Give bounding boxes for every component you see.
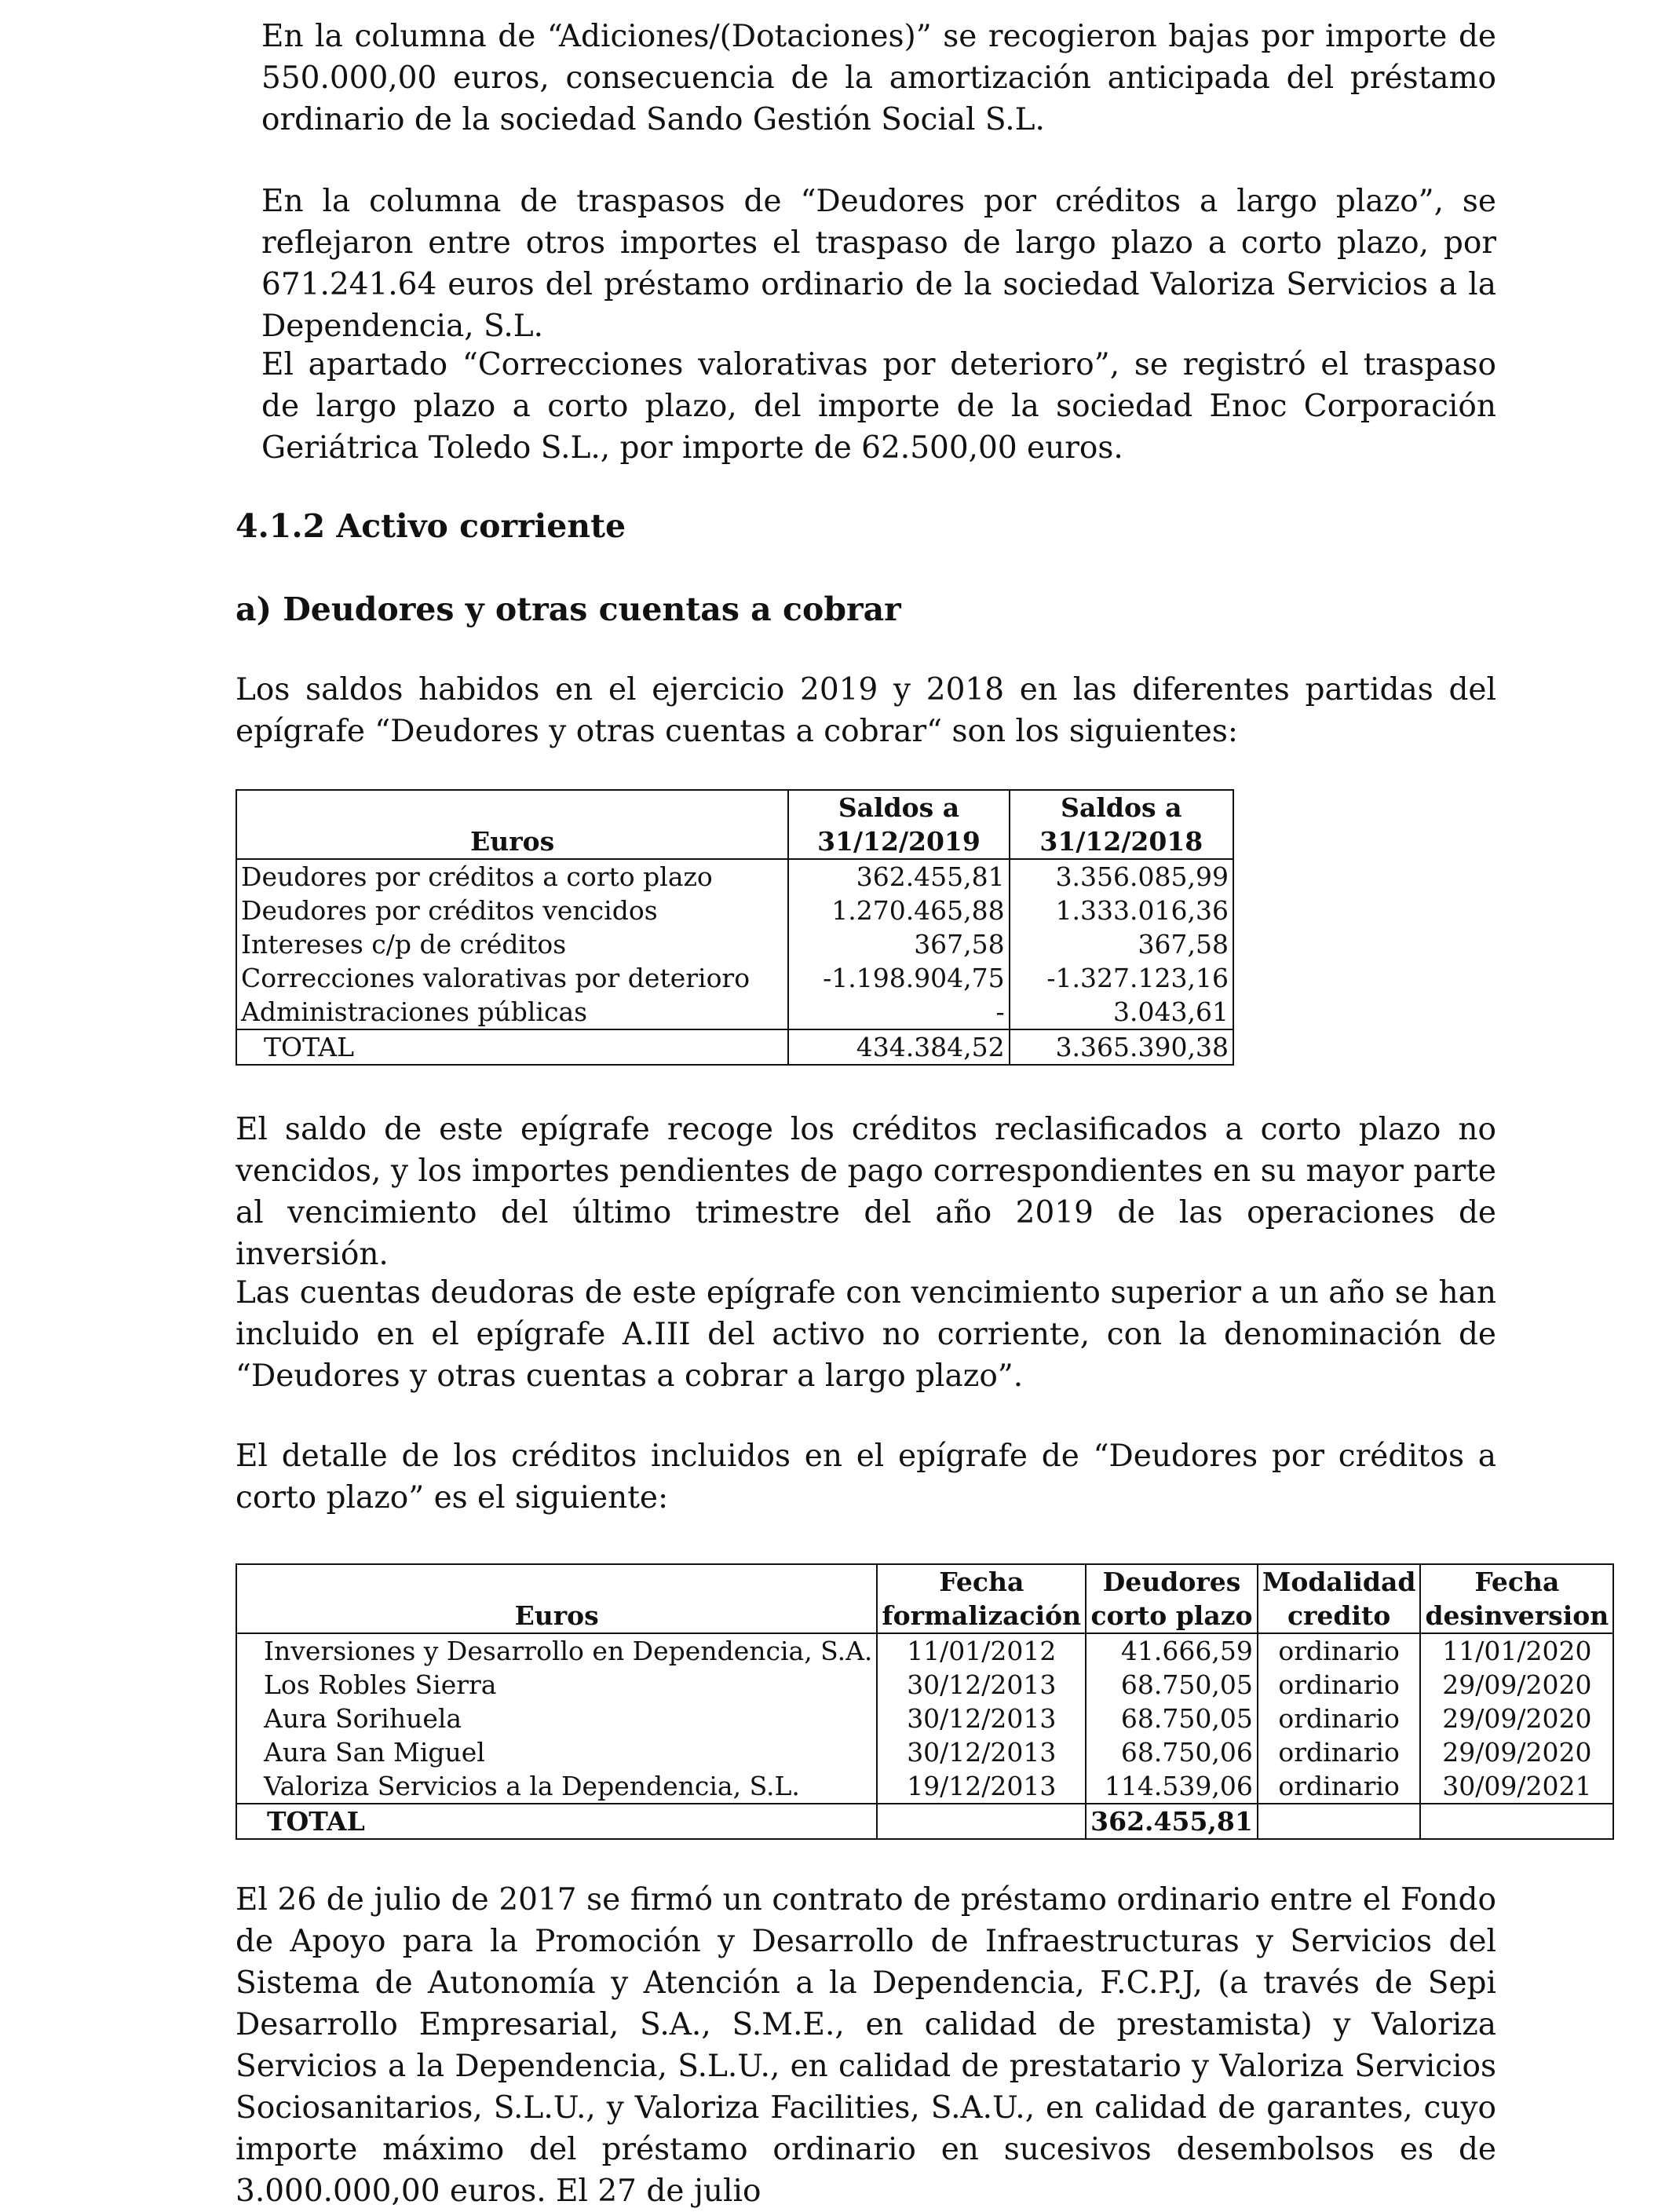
header-desinversion-line2: desinversion [1420,1599,1613,1633]
cell-fecha: 30/12/2013 [877,1668,1086,1702]
cell-modalidad: ordinario [1258,1633,1421,1668]
paragraph-saldo-epigrafe: El saldo de este epígrafe recoge los créditos reclasificados a corto plazo no vencidos, y los importes pendientes de pago correspondientes en su mayor parte al vencimiento del último trimestre del año 2019 de las operaciones de inversión. [236,1112,1496,1272]
row-label: Los Robles Sierra [264,1669,497,1700]
row-label: Aura Sorihuela [264,1703,462,1734]
cell-deudores: 114.539,06 [1086,1769,1258,1804]
table-row [236,894,1233,927]
cell-deudores: 68.750,06 [1086,1735,1258,1769]
row-label: Deudores por créditos vencidos [241,895,658,926]
header-fecha-line1: Fecha [877,1564,1086,1599]
row-label: Deudores por créditos a corto plazo [241,861,713,892]
paragraph-cuentas-deudoras: Las cuentas deudoras de este epígrafe con vencimiento superior a un año se han incluido en el epígrafe A.III del activo no corriente, con la denominación de “Deudores y otras cuentas a cobrar a largo plazo”. [236,1275,1496,1394]
header-deudores-line1: Deudores [1086,1564,1258,1599]
cell-2018: 3.356.085,99 [1010,859,1233,894]
cell-2018: 1.333.016,36 [1010,894,1233,927]
creditos-detalle-table [236,1563,1614,1840]
row-label: Valoriza Servicios a la Dependencia, S.L. [264,1771,800,1801]
header-saldos-2019-line1: Saldos a [788,790,1009,824]
row-label: Correcciones valorativas por deterioro [241,963,751,993]
cell-desinversion: 29/09/2020 [1420,1702,1613,1735]
cell-desinversion: 29/09/2020 [1420,1668,1613,1702]
cell-2019: -1.198.904,75 [788,961,1009,995]
header-euros: Euros [236,1599,877,1633]
row-label: Administraciones públicas [241,996,588,1027]
row-label: Inversiones y Desarrollo en Dependencia, S.A. [264,1636,873,1666]
cell-fecha: 11/01/2012 [877,1633,1086,1668]
header-fecha-line2: formalización [877,1599,1086,1633]
cell-fecha: 19/12/2013 [877,1769,1086,1804]
table-row [236,1769,1613,1804]
cell-modalidad: ordinario [1258,1769,1421,1804]
table-row [236,859,1233,894]
paragraph-traspasos: En la columna de traspasos de “Deudores por créditos a largo plazo”, se reflejaron entre otros importes el traspaso de largo plazo a corto plazo, por 671.241.64 euros del préstamo ordinario de la sociedad Valoriza Servicios a la Dependencia, S.L. [261,184,1496,344]
cell-deudores: 41.666,59 [1086,1633,1258,1668]
cell-2019: 1.270.465,88 [788,894,1009,927]
total-2018: 3.365.390,38 [1010,1029,1233,1065]
total-2019: 434.384,52 [788,1029,1009,1065]
section-heading-activo-corriente: 4.1.2 Activo corriente [236,507,626,545]
cell-2019: - [788,995,1009,1029]
table-row [236,1668,1613,1702]
header-modalidad-line2: credito [1258,1599,1421,1633]
header-modalidad-line1: Modalidad [1258,1564,1421,1599]
cell-2018: 3.043,61 [1010,995,1233,1029]
cell-modalidad: ordinario [1258,1668,1421,1702]
cell-2018: -1.327.123,16 [1010,961,1233,995]
paragraph-adiciones: En la columna de “Adiciones/(Dotaciones)” se recogieron bajas por importe de 550.000,00 euros, consecuencia de la amortización anticipada del préstamo ordinario de la sociedad Sando Gestión Social S.L. [261,19,1496,137]
header-saldos-2019-line2: 31/12/2019 [788,824,1009,859]
paragraph-correcciones: El apartado “Correcciones valorativas por deterioro”, se registró el traspaso de largo plazo a corto plazo, del importe de la sociedad Enoc Corporación Geriátrica Toledo S.L., por importe de 62.500,00 euros. [261,347,1496,466]
table-header-row [236,790,1233,824]
table-total-row [236,1804,1613,1839]
header-saldos-2018-line1: Saldos a [1010,790,1233,824]
subsection-heading-deudores: a) Deudores y otras cuentas a cobrar [236,590,901,628]
table-row [236,995,1233,1029]
table-row [236,1735,1613,1769]
paragraph-saldos-intro: Los saldos habidos en el ejercicio 2019 y 2018 en las diferentes partidas del epígrafe “Deudores y otras cuentas a cobrar“ son los siguientes: [236,672,1496,749]
table-total-row [236,1029,1233,1065]
row-label: Aura San Miguel [264,1737,485,1768]
cell-fecha: 30/12/2013 [877,1735,1086,1769]
cell-deudores: 68.750,05 [1086,1702,1258,1735]
cell-deudores: 68.750,05 [1086,1668,1258,1702]
row-label: Intereses c/p de créditos [241,929,567,960]
table-row [236,927,1233,961]
table-header-row [236,824,1233,859]
cell-modalidad: ordinario [1258,1735,1421,1769]
cell-fecha: 30/12/2013 [877,1702,1086,1735]
total-label: TOTAL [236,1029,788,1065]
table-header-row [236,1599,1613,1633]
cell-2018: 367,58 [1010,927,1233,961]
total-label: TOTAL [236,1804,877,1839]
cell-desinversion: 30/09/2021 [1420,1769,1613,1804]
header-saldos-2018-line2: 31/12/2018 [1010,824,1233,859]
table-row [236,961,1233,995]
deudores-saldos-table [236,789,1234,1066]
total-deudores: 362.455,81 [1086,1804,1258,1839]
header-euros: Euros [236,824,788,859]
paragraph-detalle-creditos: El detalle de los créditos incluidos en el epígrafe de “Deudores por créditos a corto plazo” es el siguiente: [236,1439,1496,1515]
table-header-row [236,1564,1613,1599]
cell-2019: 362.455,81 [788,859,1009,894]
cell-2019: 367,58 [788,927,1009,961]
header-deudores-line2: corto plazo [1086,1599,1258,1633]
cell-desinversion: 29/09/2020 [1420,1735,1613,1769]
table-row [236,1702,1613,1735]
table-row [236,1633,1613,1668]
cell-desinversion: 11/01/2020 [1420,1633,1613,1668]
paragraph-contrato-prestamo: El 26 de julio de 2017 se firmó un contrato de préstamo ordinario entre el Fondo de Apoyo para la Promoción y Desarrollo de Infraestructuras y Servicios del Sistema de Autonomía y Atención a la Dependencia, F.C.P.J, (a través de Sepi Desarrollo Empresarial, S.A., S.M.E., en calidad de prestamista) y Valoriza Servicios a la Dependencia, S.L.U., en calidad de prestatario y Valoriza Servicios Sociosanitarios, S.L.U., y Valoriza Facilities, S.A.U., en calidad de garantes, cuyo importe máximo del préstamo ordinario en sucesivos desembolsos es de 3.000.000,00 euros. El 27 de julio [236,1882,1496,2209]
header-desinversion-line1: Fecha [1420,1564,1613,1599]
cell-modalidad: ordinario [1258,1702,1421,1735]
